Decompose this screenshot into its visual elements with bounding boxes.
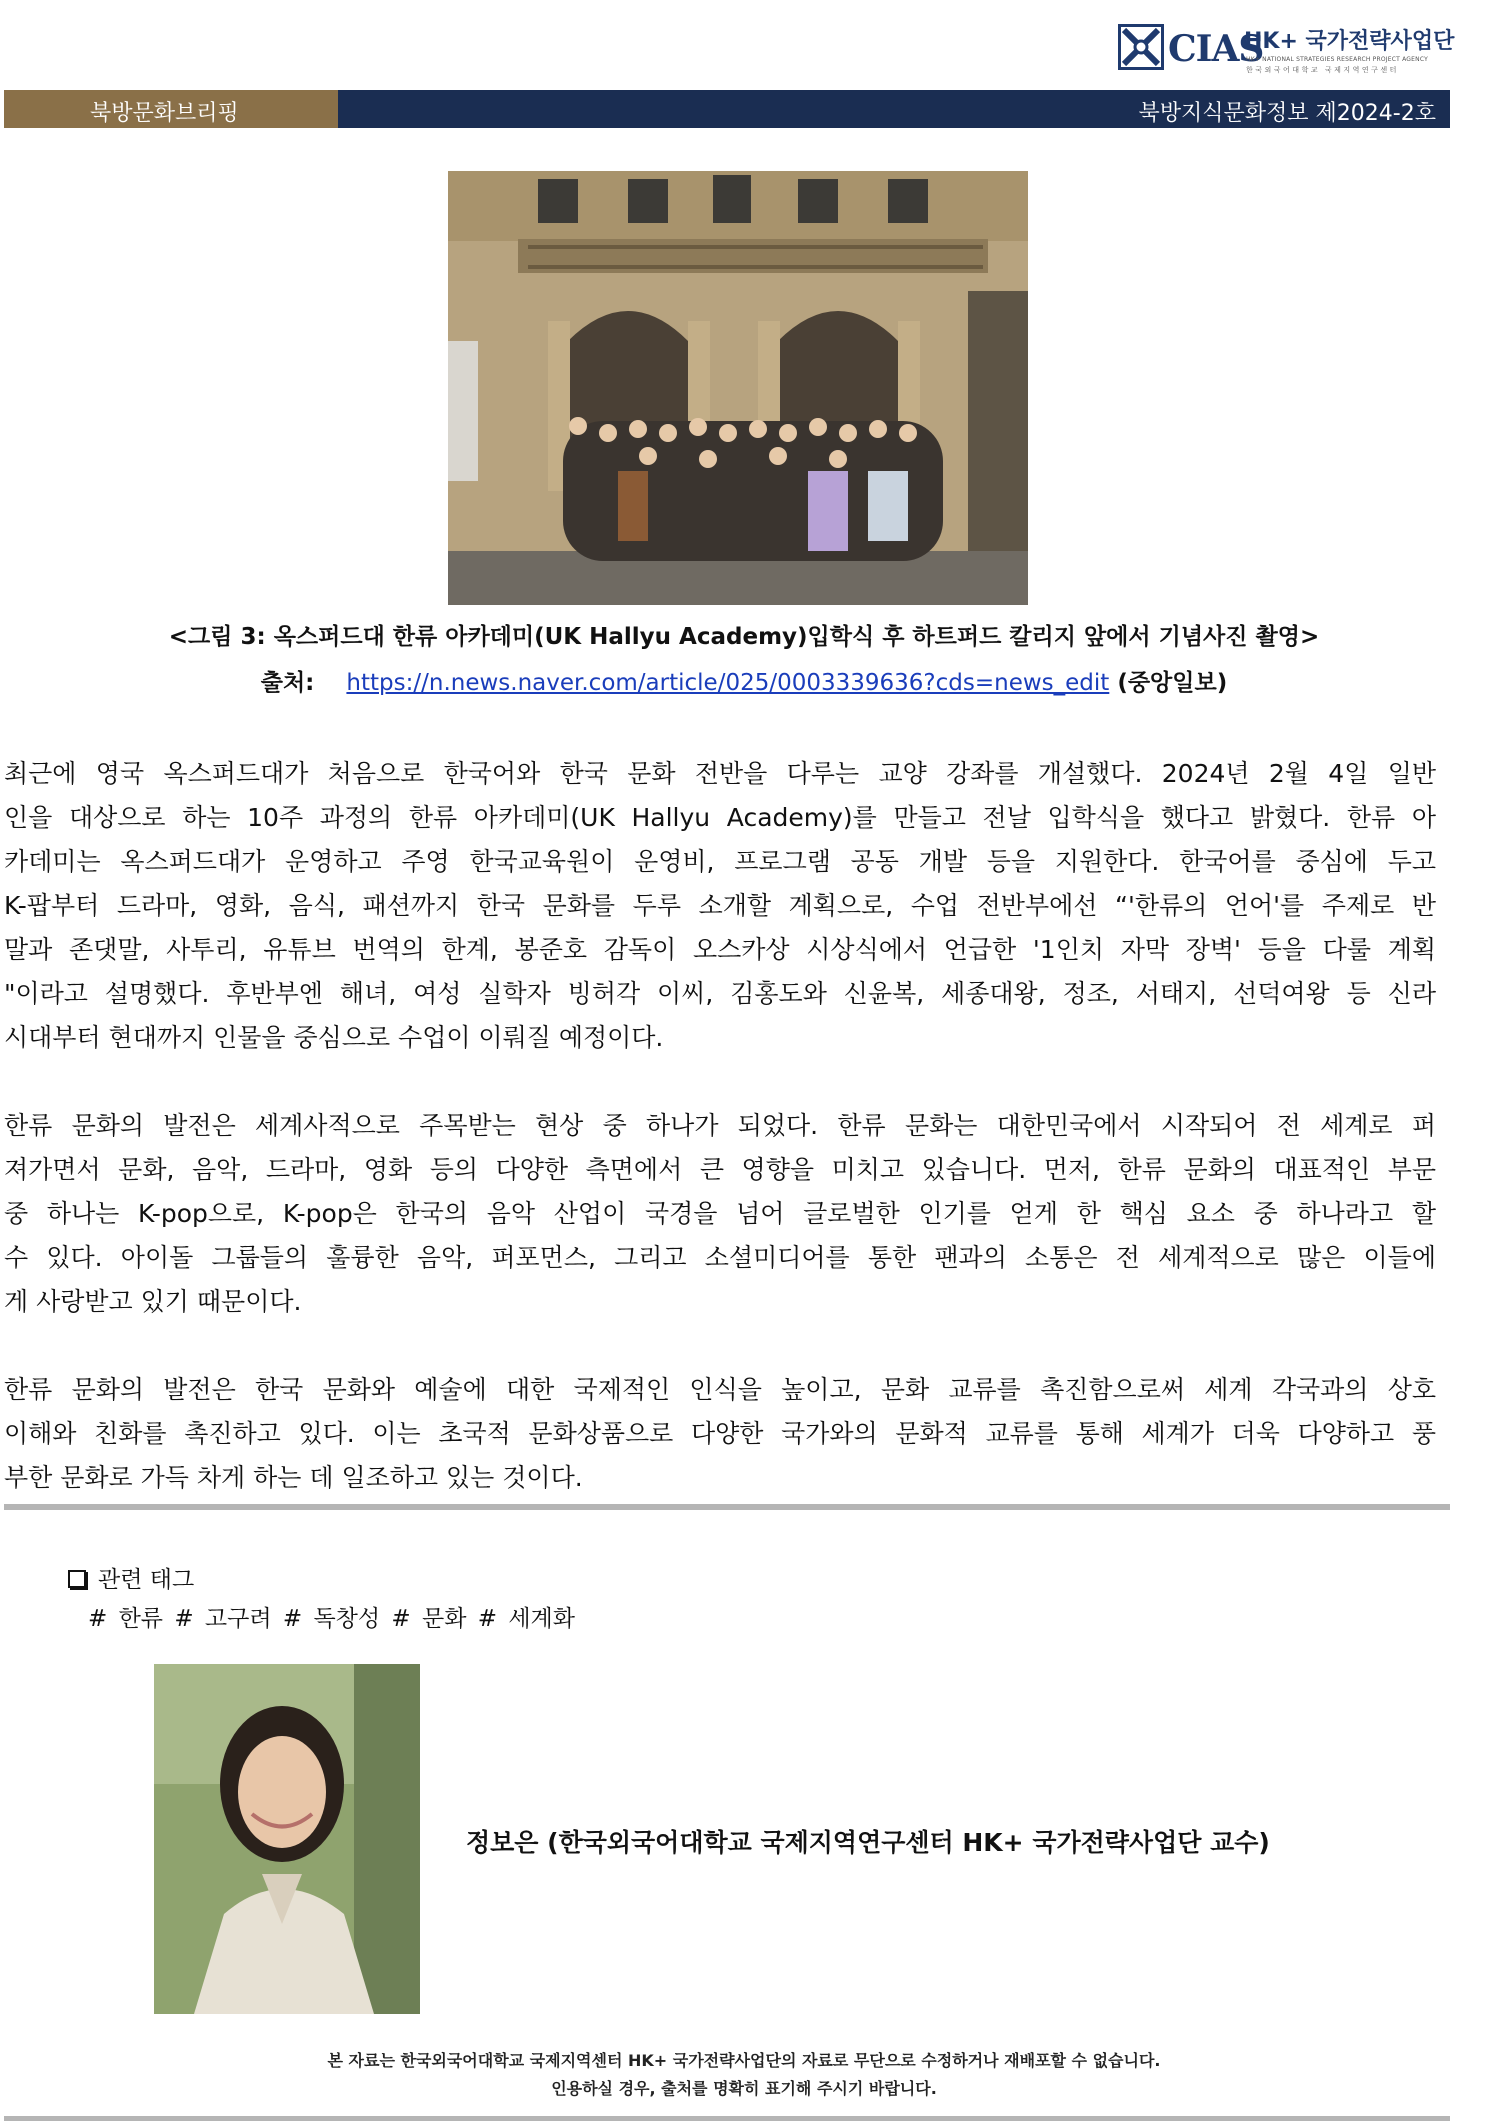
logo-brand: CIAS <box>1168 28 1264 70</box>
source-link[interactable]: https://n.news.naver.com/article/025/0003339636?cds=news_edit <box>346 670 1110 696</box>
logo-subtitle-en: HK+ NATIONAL STRATEGIES RESEARCH PROJECT AGENCY <box>1246 56 1428 63</box>
paragraph-line: 게 사랑받고 있기 때문이다. <box>4 1287 302 1316</box>
paragraph-line: "이라고 설명했다. 후반부엔 해녀, 여성 실학자 빙허각 이씨, 김홍도와 신윤복, 세종대왕, 정조, 서태지, 선덕여왕 등 신라 <box>4 979 1436 1008</box>
logo <box>1118 18 1455 76</box>
figure-source <box>0 664 1488 697</box>
body-paragraph-3 <box>4 1368 1436 1500</box>
logo-title: HK+ 국가전략사업단 <box>1244 29 1455 54</box>
issue-label: 북방지식문화정보 제2024-2호 <box>1138 101 1436 126</box>
body-paragraph-2 <box>4 1104 1436 1324</box>
footer-notice-line-2: 인용하실 경우, 출처를 명확히 표기해 주시기 바랍니다. <box>551 2079 937 2098</box>
header-right-section <box>338 90 1450 128</box>
paragraph-line: 부한 문화로 가득 차게 하는 데 일조하고 있는 것이다. <box>4 1463 583 1492</box>
header-left-section <box>4 90 338 128</box>
paragraph-line: 수 있다. 아이돌 그룹들의 훌륭한 음악, 퍼포먼스, 그리고 소셜미디어를 통한 팬과의 소통은 전 세계적으로 많은 이들에 <box>4 1243 1436 1272</box>
paragraph-line: 인을 대상으로 하는 10주 과정의 한류 아카데미(UK Hallyu Academy)를 만들고 전날 입학식을 했다고 밝혔다. 한류 아 <box>4 803 1436 832</box>
author-name: 정보은 (한국외국어대학교 국제지역연구센터 HK+ 국가전략사업단 교수) <box>466 1828 1270 1857</box>
source-name: (중앙일보) <box>1117 670 1228 696</box>
paragraph-line: K-팝부터 드라마, 영화, 음식, 패션까지 한국 문화를 두루 소개할 계획으로, 수업 전반부에선 “'한류의 언어'를 주제로 반 <box>4 891 1436 920</box>
footer-divider <box>4 2116 1450 2121</box>
tags-heading <box>68 1561 194 1594</box>
cias-emblem-icon <box>1118 24 1164 70</box>
section-label: 북방문화브리핑 <box>90 101 239 126</box>
tags-title: 관련 태그 <box>98 1567 195 1593</box>
paragraph-line: 이해와 친화를 촉진하고 있다. 이는 초국적 문화상품으로 다양한 국가와의 문화적 교류를 통해 세계가 더욱 다양하고 풍 <box>4 1419 1436 1448</box>
paragraph-line: 한류 문화의 발전은 세계사적으로 주목받는 현상 중 하나가 되었다. 한류 문화는 대한민국에서 시작되어 전 세계로 퍼 <box>4 1111 1436 1140</box>
section-divider <box>4 1504 1450 1510</box>
figure-caption: <그림 3: 옥스퍼드대 한류 아카데미(UK Hallyu Academy)입학식 후 하트퍼드 칼리지 앞에서 기념사진 촬영> <box>168 624 1320 650</box>
paragraph-line: 최근에 영국 옥스퍼드대가 처음으로 한국어와 한국 문화 전반을 다루는 교양 강좌를 개설했다. 2024년 2월 4일 일반 <box>4 759 1436 788</box>
author-portrait <box>154 1664 420 2014</box>
paragraph-line: 한류 문화의 발전은 한국 문화와 예술에 대한 국제적인 인식을 높이고, 문화 교류를 촉진함으로써 세계 각국과의 상호 <box>4 1375 1436 1404</box>
source-label: 출처: <box>260 670 315 696</box>
checkbox-bullet-icon <box>68 1570 86 1588</box>
footer-notice-line-1: 본 자료는 한국외국어대학교 국제지역센터 HK+ 국가전략사업단의 자료로 무단으로 수정하거나 재배포할 수 없습니다. <box>327 2051 1161 2070</box>
figure-photo <box>448 171 1028 605</box>
paragraph-line: 중 하나는 K-pop으로, K-pop은 한국의 음악 산업이 국경을 넘어 글로벌한 인기를 얻게 한 핵심 요소 중 하나라고 할 <box>4 1199 1436 1228</box>
paragraph-line: 카데미는 옥스퍼드대가 운영하고 주영 한국교육원이 운영비, 프로그램 공동 개발 등을 지원한다. 한국어를 중심에 두고 <box>4 847 1436 876</box>
paragraph-line: 져가면서 문화, 음악, 드라마, 영화 등의 다양한 측면에서 큰 영향을 미치고 있습니다. 먼저, 한류 문화의 대표적인 부문 <box>4 1155 1436 1184</box>
logo-subtitle-kr: 한국외국어대학교 국제지역연구센터 <box>1246 66 1399 74</box>
tags-list: # 한류 # 고구려 # 독창성 # 문화 # 세계화 <box>88 1606 575 1632</box>
paragraph-line: 말과 존댓말, 사투리, 유튜브 번역의 한계, 봉준호 감독이 오스카상 시상식에서 언급한 '1인치 자막 장벽' 등을 다룰 계획 <box>4 935 1436 964</box>
body-paragraph-1 <box>4 752 1436 1060</box>
paragraph-line: 시대부터 현대까지 인물을 중심으로 수업이 이뤄질 예정이다. <box>4 1023 664 1052</box>
header-band <box>4 90 1450 128</box>
